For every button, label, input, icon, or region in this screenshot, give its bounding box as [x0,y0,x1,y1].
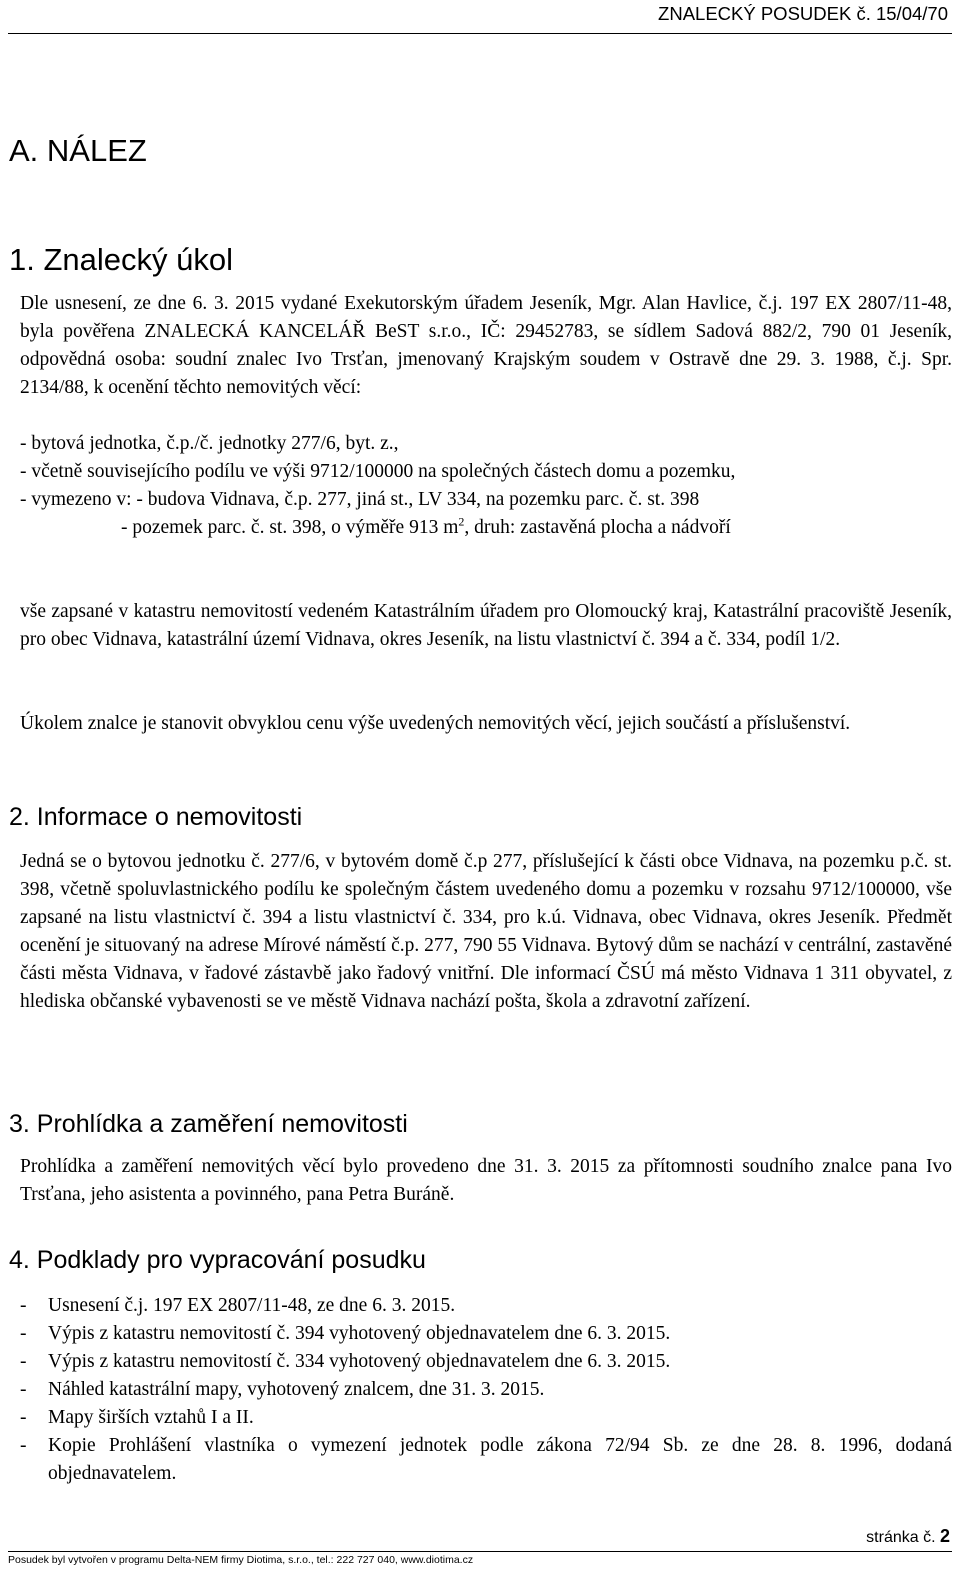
item-podil: - včetně souvisejícího podílu ve výši 9712/100000 na společných částech domu a pozemku, [20,461,736,482]
section-1-title: 1. Znalecký úkol [9,242,233,277]
section-4-title: 4. Podklady pro vypracování posudku [9,1246,426,1274]
list-item: - Náhled katastrální mapy, vyhotovený znalcem, dne 31. 3. 2015. [20,1376,952,1404]
page-number [866,1526,950,1547]
item-pozemek-text: - pozemek parc. č. st. 398, o výměře 913 m [121,517,459,538]
section-2-title: 2. Informace o nemovitosti [9,803,303,831]
list-item: - Výpis z katastru nemovitostí č. 334 vyhotovený objednavatelem dne 6. 3. 2015. [20,1348,952,1376]
header-divider [8,33,952,34]
section-2-paragraph: Jedná se o bytovou jednotku č. 277/6, v bytovém domě č.p 277, příslušející k části obce Vidnava, na pozemku p.č. st. 398, včetně spoluvlastnického podílu ke společným částem uvedeného domu a pozemku v rozsahu 9712/100000, vše zapsané na listu vlastnictví č. 394 a listu vlastnictví č. 334, pro k.ú. Vidnava, obec Vidnava, okres Jeseník. Předmět ocenění je situovaný na adrese Mírové náměstí č.p. 277, 790 55 Vidnava. Bytový dům se nachází v centrální, zastavěné části města Vidnava, v řadové zástavbě jako řadový vnitřní. Dle informací ČSÚ má město Vidnava 1 311 obyvatel, z hlediska občanské vybavenosti se ve městě Vidnava nachází pošta, škola a zdravotní zařízení. [20,851,952,1012]
list-item: - Usnesení č.j. 197 EX 2807/11-48, ze dne 6. 3. 2015. [20,1292,952,1320]
document-header-title: ZNALECKÝ POSUDEK č. 15/04/70 [658,3,948,24]
section-1-paragraph-1: Dle usnesení, ze dne 6. 3. 2015 vydané Exekutorským úřadem Jeseník, Mgr. Alan Havlice, č.j. 197 EX 2807/11-48, byla pověřena ZNALECKÁ KANCELÁŘ BeST s.r.o., IČ: 29452783, se sídlem Sadová 882/2, 790 01 Jeseník, odpovědná osoba: soudní znalec Ivo Trsťan, jmenovaný Krajským soudem v Ostravě dne 29. 3. 1988, č.j. Spr. 2134/88, k ocenění těchto nemovitých věcí: [20,293,952,398]
section-3-paragraph: Prohlídka a zaměření nemovitých věcí bylo provedeno dne 31. 3. 2015 za přítomnosti soudního znalce pana Ivo Trsťana, jeho asistenta a povinného, pana Petra Buráně. [20,1156,952,1205]
list-item: - Mapy širších vztahů I a II. [20,1404,952,1432]
footer-note: Posudek byl vytvořen v programu Delta-NEM firmy Diotima, s.r.o., tel.: 222 727 040, www.diotima.cz [8,1554,474,1566]
footer-divider [8,1551,952,1552]
section-a-title: A. NÁLEZ [9,133,147,168]
item-pozemek-text-end: , druh: zastavěná plocha a nádvoří [464,517,731,538]
section-1-paragraph-2: vše zapsané v katastru nemovitostí vedeném Katastrálním úřadem pro Olomoucký kraj, Katastrální pracoviště Jeseník, pro obec Vidnava, katastrální území Vidnava, okres Jeseník, na listu vlastnictví č. 394 a č. 334, podíl 1/2. [20,601,952,650]
page-number-value: 2 [939,1526,950,1546]
section-1-paragraph-3: Úkolem znalce je stanovit obvyklou cenu výše uvedených nemovitých věcí, jejich součástí a příslušenství. [20,713,851,734]
list-item: - Výpis z katastru nemovitostí č. 394 vyhotovený objednavatelem dne 6. 3. 2015. [20,1320,952,1348]
item-bytova-jednotka: - bytová jednotka, č.p./č. jednotky 277/6, byt. z., [20,433,399,454]
section-3-title: 3. Prohlídka a zaměření nemovitosti [9,1110,408,1138]
item-vymezeno: - vymezeno v: - budova Vidnava, č.p. 277, jiná st., LV 334, na pozemku parc. č. st. 398 [20,489,700,510]
item-pozemek [121,514,731,542]
item-pozemek-superscript: 2 [458,514,465,529]
page-number-label: stránka č. [866,1529,936,1546]
list-item: - Kopie Prohlášení vlastníka o vymezení jednotek podle zákona 72/94 Sb. ze dne 28. 8. 1996, dodaná objednavatelem. [20,1432,952,1488]
podklady-list [20,1292,952,1488]
